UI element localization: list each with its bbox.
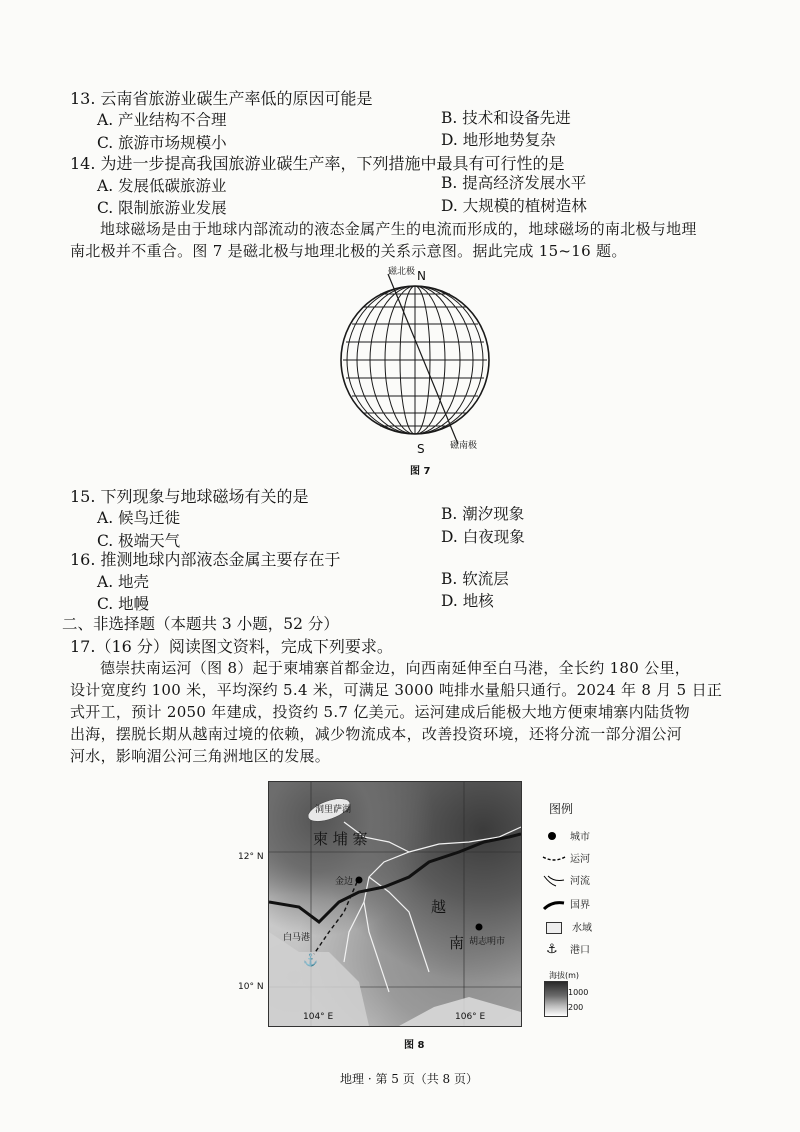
q13-stem: 13. 云南省旅游业碳生产率低的原因可能是 (70, 89, 373, 108)
legend-river: 河流 (542, 872, 590, 888)
q15-option-b: B. 潮汐现象 (441, 505, 525, 523)
q15-stem: 15. 下列现象与地球磁场有关的是 (70, 487, 309, 506)
q15-option-c: C. 极端天气 (97, 532, 181, 550)
intro-line-2: 南北极并不重合。图 7 是磁北极与地理北极的关系示意图。据此完成 15~16 题。 (70, 242, 627, 260)
map-label-lake: 洞里萨湖 (315, 805, 352, 815)
q14-option-d: D. 大规模的植树造林 (441, 197, 587, 215)
elevation-ramp (544, 981, 568, 1017)
city-dot-icon (548, 832, 556, 840)
q13-option-a: A. 产业结构不合理 (97, 111, 227, 129)
q17-paragraph-line-2: 设计宽度约 100 米，平均深约 5.4 米，可满足 3000 吨排水量船只通行。2024 年 8 月 5 日正 (70, 681, 723, 699)
q17-paragraph-line-5: 河水，影响湄公河三角洲地区的发展。 (70, 747, 331, 765)
legend-canal: 运河 (542, 850, 590, 865)
map-label-vietnam-1: 越 (431, 898, 447, 916)
legend-water: 水域 (542, 919, 592, 934)
mag-south-label: 磁南极 (450, 441, 478, 451)
map-label-lat-bottom: 10° N (238, 982, 264, 992)
svg-text:⚓: ⚓ (303, 953, 318, 967)
water-swatch-icon (546, 922, 562, 934)
q16-stem: 16. 推测地球内部液态金属主要存在于 (70, 550, 341, 569)
river-line-icon (542, 874, 566, 888)
map-label-lat-top: 12° N (238, 852, 264, 862)
q16-option-a: A. 地壳 (97, 573, 150, 591)
mag-north-label: 磁北极 (388, 267, 416, 277)
legend-elevation-title: 海拔(m) (549, 971, 580, 980)
legend-port: ⚓ 港口 (546, 942, 590, 957)
map-label-jinbian: 金边 (335, 877, 354, 887)
q14-option-c: C. 限制旅游业发展 (97, 199, 227, 217)
figure7-caption: 图 7 (410, 466, 431, 477)
q13-option-c: C. 旅游市场规模小 (97, 134, 227, 152)
legend-elev-200: 200 (568, 1003, 584, 1012)
q15-option-a: A. 候鸟迁徙 (97, 509, 181, 527)
q17-paragraph-line-1: 德崇扶南运河（图 8）起于柬埔寨首都金边，向西南延伸至白马港，全长约 180 公里， (100, 659, 691, 677)
q13-option-b: B. 技术和设备先进 (441, 109, 571, 127)
q16-option-b: B. 软流层 (441, 570, 509, 588)
q13-option-d: D. 地形地势复杂 (441, 131, 556, 149)
q16-option-c: C. 地幔 (97, 595, 150, 613)
q17-stem: 17.（16 分）阅读图文资料，完成下列要求。 (70, 637, 393, 656)
anchor-icon: ⚓ (546, 942, 558, 957)
south-label: S (417, 442, 425, 456)
map-label-cambodia: 柬 埔 寨 (313, 830, 368, 848)
legend-border: 国界 (542, 896, 590, 911)
map-label-baima: 白马港 (283, 933, 311, 943)
map-label-vietnam-2: 南 (449, 934, 465, 952)
legend-title: 图例 (549, 802, 574, 816)
north-label: N (417, 269, 426, 283)
q14-stem: 14. 为进一步提高我国旅游业碳生产率，下列措施中最具有可行性的是 (70, 154, 565, 173)
figure7-globe (330, 262, 500, 462)
map-label-lon-left: 104° E (303, 1012, 334, 1022)
q15-option-d: D. 白夜现象 (441, 528, 525, 546)
border-line-icon (542, 899, 566, 911)
figure8-caption: 图 8 (404, 1040, 425, 1051)
q14-option-a: A. 发展低碳旅游业 (97, 177, 227, 195)
q14-option-b: B. 提高经济发展水平 (441, 174, 587, 192)
q17-paragraph-line-3: 式开工，预计 2050 年建成，投资约 5.7 亿美元。运河建成后能极大地方便柬埔寨内陆货物 (70, 703, 690, 721)
map-label-hcm: 胡志明市 (469, 937, 506, 947)
legend-city: 城市 (542, 828, 590, 843)
q16-option-d: D. 地核 (441, 592, 494, 610)
page-footer: 地理 · 第 5 页（共 8 页） (340, 1072, 478, 1086)
intro-line-1: 地球磁场是由于地球内部流动的液态金属产生的电流而形成的，地球磁场的南北极与地理 (100, 220, 697, 238)
canal-line-icon (542, 854, 566, 864)
section2-title: 二、非选择题（本题共 3 小题，52 分） (62, 615, 339, 633)
map-label-lon-right: 106° E (455, 1012, 486, 1022)
q17-paragraph-line-4: 出海，摆脱长期从越南过境的依赖，减少物流成本，改善投资环境，还将分流一部分湄公河 (70, 725, 683, 743)
figure8-map (268, 781, 522, 1027)
legend-elev-1000: 1000 (568, 988, 589, 997)
